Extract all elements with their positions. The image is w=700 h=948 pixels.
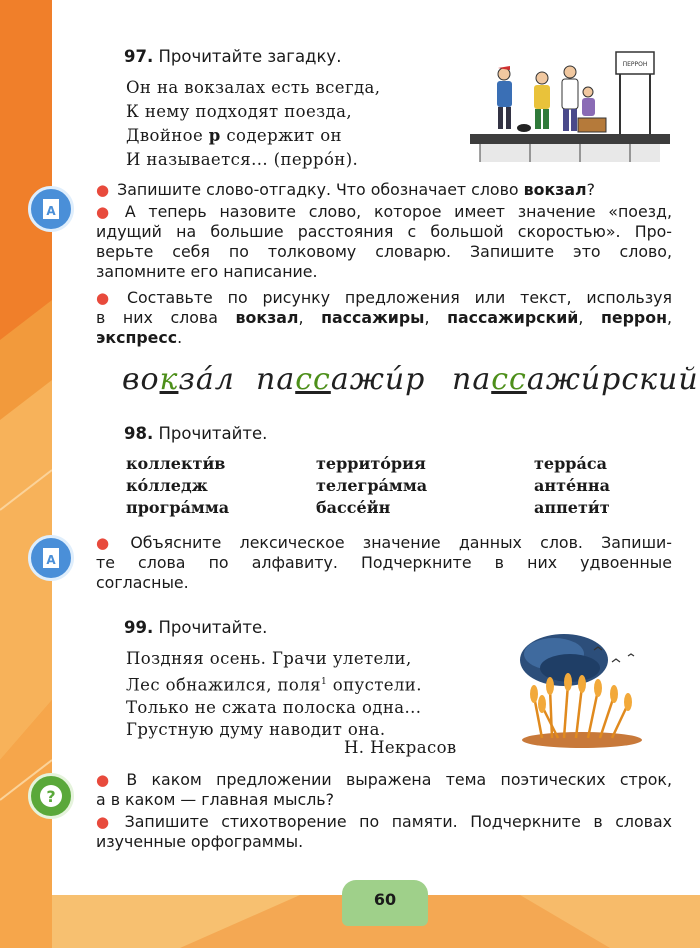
vocabulary-word: кóлледж <box>126 476 208 495</box>
vocabulary-word: прогрáмма <box>126 498 230 517</box>
poem-line: Грустную думу наводит она. <box>126 720 386 739</box>
task-99-1: ● В каком предложении выражена тема поэтических строк, а в каком — главная мысль? <box>96 770 672 809</box>
poem-line: Лес обнажился, поля$^1$ опустели. <box>126 675 422 694</box>
handwriting-word: пассажи́рский <box>452 362 699 397</box>
bullet: ● <box>96 534 123 552</box>
station-sign-text: ПЕРРОН <box>622 61 648 68</box>
riddle-poem <box>126 76 380 172</box>
dictionary-icon <box>28 535 74 581</box>
riddle-line: Двойное р содержит он <box>126 126 342 145</box>
poem-line: Только не сжата полоска одна... <box>126 697 422 717</box>
vocabulary-word: бассе́йн <box>316 498 391 517</box>
station-illustration <box>470 48 670 168</box>
vocabulary-word: анте́нна <box>534 476 610 495</box>
svg-text:А: А <box>46 553 56 567</box>
word-column-2 <box>316 453 427 519</box>
exercise-instruction: Прочитайте. <box>158 424 268 443</box>
vocabulary-word: аппети́т <box>534 498 610 517</box>
ex97-header <box>124 47 341 66</box>
riddle-line: И называется... (перрóн). <box>126 150 359 169</box>
task-97-2: ● А теперь назовите слово, которое имеет значение «поезд, идущий на большие расстояния с большой скоростью». Про- верьте себя по толковому словарю. Запишите это слово, запомните его написание. <box>96 202 673 281</box>
riddle-line: Он на вокзалах есть всегда, <box>126 78 381 97</box>
poem-line: Поздняя осень. Грачи улетели, <box>126 649 412 668</box>
task-98: ● Объясните лексическое значение данных слов. Запиши- те слова по алфавиту. Подчеркните в них удвоенные согласные. <box>96 533 672 592</box>
bullet: ● <box>96 771 119 789</box>
footnote-mark: 1 <box>320 676 328 687</box>
exercise-number: 97. <box>124 47 154 66</box>
ex98-header <box>124 424 267 443</box>
dictionary-icon <box>28 186 74 232</box>
word-column-1 <box>126 453 229 519</box>
task-97-1: ● Запишите слово-отгадку. Что обозначает слово вокзал? <box>96 180 595 199</box>
bullet: ● <box>96 813 117 831</box>
svg-text:?: ? <box>46 787 56 806</box>
riddle-line: К нему подходят поезда, <box>126 102 352 121</box>
nekrasov-poem <box>126 648 422 742</box>
handwriting-word: вокзáл <box>122 362 235 397</box>
ex99-header <box>124 618 267 637</box>
bullet: ● <box>96 181 110 199</box>
question-icon <box>28 773 74 819</box>
page-number: 60 <box>342 880 428 926</box>
exercise-number: 98. <box>124 424 154 443</box>
handwriting-word: пассажи́р <box>256 362 426 397</box>
task-99-2: ● Запишите стихотворение по памяти. Подчеркните в словах изученные орфограммы. <box>96 812 672 851</box>
exercise-instruction: Прочитайте загадку. <box>158 47 342 66</box>
autumn-field-illustration <box>512 626 662 752</box>
exercise-number: 99. <box>124 618 154 637</box>
vocabulary-word: телегрáмма <box>316 476 428 495</box>
svg-text:А: А <box>46 204 56 218</box>
vocabulary-word: террáса <box>534 454 607 473</box>
bullet: ● <box>96 289 119 307</box>
task-97-3: ● Составьте по рисунку предложения или текст, используя в них слова вокзал, пассажиры, пассажирский, перрон, экспресс. <box>96 288 673 347</box>
word-column-3 <box>534 453 610 519</box>
poem-author: Н. Некрасов <box>344 738 457 757</box>
bullet: ● <box>96 203 117 221</box>
exercise-instruction: Прочитайте. <box>158 618 268 637</box>
vocabulary-word: террито́рия <box>316 454 426 473</box>
vocabulary-word: коллекти́в <box>126 454 226 473</box>
